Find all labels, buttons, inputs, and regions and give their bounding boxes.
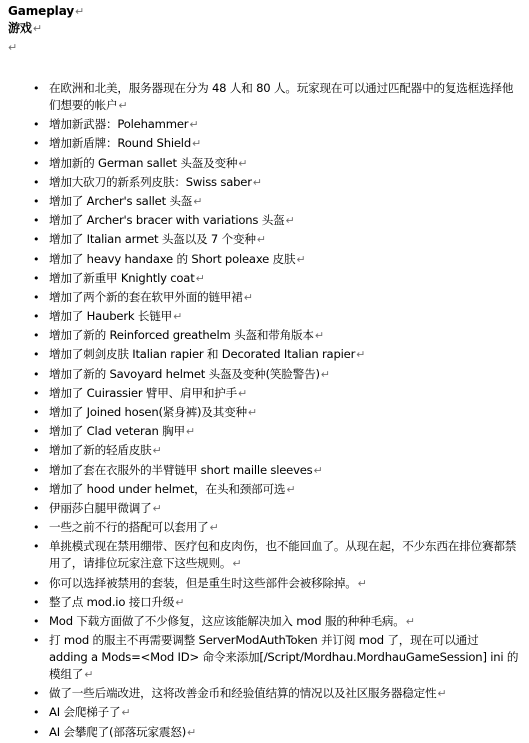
bullet-icon: • (33, 329, 40, 343)
list-item (0, 423, 529, 440)
paragraph-mark-icon: ↵ (84, 668, 94, 682)
paragraph-mark-icon: ↵ (243, 290, 253, 304)
list-item (0, 135, 529, 152)
bullet-icon: • (33, 290, 40, 304)
bullet-icon: • (33, 118, 40, 132)
list-item (0, 442, 529, 459)
bullet-icon: • (33, 444, 40, 458)
paragraph-mark-icon: ↵ (32, 22, 42, 35)
bullet-icon: • (33, 595, 40, 609)
bullet-icon: • (33, 82, 40, 95)
list-item (0, 724, 529, 741)
paragraph-mark-icon: ↵ (405, 614, 415, 628)
list-item-text: AI 会攀爬了(部落玩家震怒) (49, 724, 187, 739)
list-item (0, 327, 529, 344)
bullet-icon: • (33, 214, 40, 228)
list-item (0, 481, 529, 498)
list-item-text: 增加了 Archer's sallet 头盔 (49, 193, 193, 208)
paragraph-mark-icon: ↵ (195, 271, 205, 285)
list-item (0, 404, 529, 421)
list-item (0, 193, 529, 210)
list-item-text: 增加了 hood under helmet，在头和颈部可选 (49, 481, 286, 496)
bullet-icon: • (33, 175, 40, 189)
list-item (0, 116, 529, 133)
list-item-text: 增加了新的 Reinforced greathelm 头盔和带角版本 (49, 328, 314, 343)
bullet-icon: • (33, 614, 40, 628)
bullet-icon: • (33, 233, 40, 247)
bullet-icon: • (33, 687, 40, 701)
list-item-text: 增加了 Clad veteran 胸甲 (49, 424, 185, 439)
list-item-text: 增加了刺剑皮肤 Italian rapier 和 Decorated Italian rapier (49, 347, 356, 362)
list-item (0, 704, 529, 721)
list-item (0, 155, 529, 172)
bullet-icon: • (33, 367, 40, 381)
list-item-text: 增加了 Joined hosen(紧身裤)及其变种 (49, 405, 247, 419)
bullet-icon: • (33, 521, 40, 535)
list-item-text: 整了点 mod.io 接口升级 (49, 594, 175, 609)
paragraph-mark-icon: ↵ (437, 687, 447, 701)
paragraph-mark-icon: ↵ (356, 348, 366, 362)
list-item-text: 增加新盾牌：Round Shield (49, 136, 191, 151)
paragraph-mark-icon: ↵ (238, 156, 248, 170)
list-item-text: 增加了新重甲 Knightly coat (49, 270, 195, 285)
bullet-icon: • (33, 463, 40, 477)
list-item-text: 你可以选择被禁用的套装，但是重生时这些部件会被移除掉。 (49, 575, 357, 590)
bullet-icon: • (33, 501, 40, 515)
list-item-text: 做了一些后端改进，这将改善金币和经验值结算的情况以及社区服务器稳定性 (49, 686, 437, 701)
list-item-text: 增加了 Hauberk 长链甲 (49, 309, 173, 324)
list-item-text: 增加了 Archer's bracer with variations 头盔 (49, 213, 285, 228)
list-item (0, 385, 529, 402)
title-english-text: Gameplay (8, 4, 75, 18)
bullet-icon: • (33, 725, 40, 739)
paragraph-mark-icon: ↵ (187, 725, 197, 739)
paragraph-mark-icon: ↵ (193, 194, 203, 208)
paragraph-mark-icon: ↵ (238, 386, 248, 400)
paragraph-mark-icon: ↵ (152, 444, 162, 458)
bullet-icon: • (33, 540, 40, 554)
paragraph-mark-icon: ↵ (232, 557, 242, 571)
paragraph-mark-icon: ↵ (118, 99, 128, 112)
list-item-text: 增加了 Cuirassier 臂甲、肩甲和护手 (49, 385, 238, 400)
bullet-icon: • (33, 252, 40, 266)
bullet-icon: • (33, 137, 40, 151)
bullet-icon: • (33, 425, 40, 439)
paragraph-mark-icon: ↵ (121, 706, 131, 720)
paragraph-mark-icon: ↵ (189, 118, 199, 132)
list-item (0, 594, 529, 611)
list-item-text: 增加了两个新的套在软甲外面的链甲裙 (49, 289, 243, 304)
list-item (0, 538, 529, 572)
list-item-text: 增加新武器：Polehammer (49, 117, 189, 132)
paragraph-mark-icon: ↵ (75, 5, 85, 18)
list-item (0, 500, 529, 517)
bullet-icon: • (33, 634, 40, 648)
paragraph-mark-icon: ↵ (8, 41, 18, 54)
list-item (0, 346, 529, 363)
title-chinese-text: 游戏 (8, 21, 32, 35)
list-item (0, 366, 529, 383)
list-item (0, 308, 529, 325)
paragraph-mark-icon: ↵ (285, 214, 295, 228)
bullet-icon: • (33, 482, 40, 496)
bullet-icon: • (33, 406, 40, 419)
list-item-text: Mod 下载方面做了不少修复，这应该能解决加入 mod 服的种种毛病。 (49, 613, 405, 628)
paragraph-mark-icon: ↵ (314, 329, 324, 343)
list-item (0, 462, 529, 479)
paragraph-mark-icon: ↵ (175, 595, 185, 609)
paragraph-mark-icon: ↵ (247, 406, 257, 419)
bullet-icon: • (33, 348, 40, 362)
bullet-icon: • (33, 310, 40, 324)
list-item-text: 打 mod 的服主不再需要调整 ServerModAuthToken 并订阅 mod 了，现在可以通过 adding a Mods=<Mod ID> 命令来添加[/Script/Mordhau.MordhauGameSession] ini 的模组了 (49, 633, 519, 682)
list-item-text: 一些之前不行的搭配可以套用了 (49, 520, 209, 535)
paragraph-mark-icon: ↵ (320, 367, 330, 381)
paragraph-mark-icon: ↵ (209, 521, 219, 535)
list-item-text: 增加了新的 Savoyard helmet 头盔及变种(笑脸警告) (49, 366, 320, 381)
list-item (0, 613, 529, 630)
paragraph-mark-icon: ↵ (185, 425, 195, 439)
list-item-text: 在欧洲和北美，服务器现在分为 48 人和 80 人。玩家现在可以通过匹配器中的复选框选择他们想要的帐户 (49, 81, 514, 112)
list-item (0, 174, 529, 191)
paragraph-mark-icon: ↵ (252, 175, 262, 189)
title-english (8, 4, 84, 19)
list-item (0, 632, 529, 683)
bullet-icon: • (33, 706, 40, 720)
list-item-text: 增加了 Italian armet 头盔以及 7 个变种 (49, 232, 256, 247)
bullet-icon: • (33, 386, 40, 400)
paragraph-mark-icon: ↵ (286, 482, 296, 496)
bullet-icon: • (33, 194, 40, 208)
paragraph-mark-icon: ↵ (191, 137, 202, 151)
list-item-text: AI 会爬梯子了 (49, 705, 121, 720)
title-chinese (8, 21, 42, 36)
list-item (0, 685, 529, 702)
list-item (0, 80, 529, 114)
paragraph-mark-icon: ↵ (173, 310, 183, 324)
list-item (0, 270, 529, 287)
list-item (0, 231, 529, 248)
bullet-icon: • (33, 271, 40, 285)
list-item (0, 212, 529, 229)
paragraph-mark-icon: ↵ (313, 463, 323, 477)
list-item-text: 单挑模式现在禁用绷带、医疗包和皮肉伤，也不能回血了。从现在起，不少东西在排位赛都禁用了，请排位玩家注意下这些规则。 (49, 539, 517, 571)
paragraph-mark-icon: ↵ (152, 501, 162, 515)
list-item (0, 519, 529, 536)
list-item (0, 575, 529, 592)
paragraph-mark-icon: ↵ (357, 576, 367, 590)
paragraph-mark-icon: ↵ (256, 233, 266, 247)
list-item-text: 增加新的 German sallet 头盔及变种 (49, 155, 238, 170)
bullet-icon: • (33, 156, 40, 170)
list-item-text: 增加了新的轻盾皮肤 (49, 443, 152, 458)
list-item-text: 伊丽莎白腿甲微调了 (49, 500, 152, 515)
bullet-list (0, 80, 529, 743)
list-item (0, 251, 529, 268)
list-item-text: 增加大砍刀的新系列皮肤：Swiss saber (49, 174, 252, 189)
list-item-text: 增加了 heavy handaxe 的 Short poleaxe 皮肤 (49, 251, 296, 266)
list-item-text: 增加了套在衣服外的半臂链甲 short maille sleeves (49, 462, 313, 477)
bullet-icon: • (33, 576, 40, 590)
paragraph-mark-icon: ↵ (296, 252, 306, 266)
list-item (0, 289, 529, 306)
